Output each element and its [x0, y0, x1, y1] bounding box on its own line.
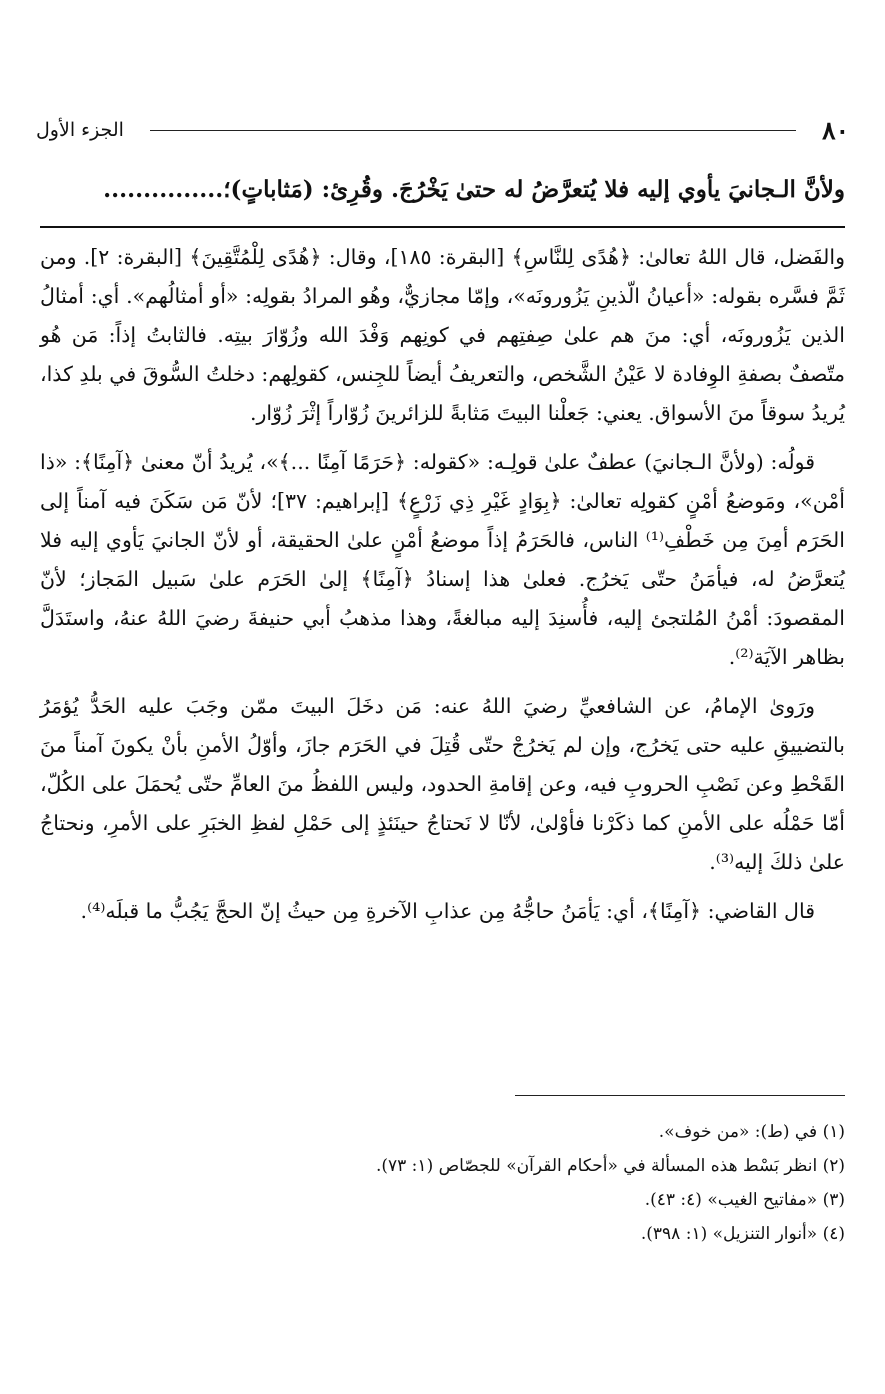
matn-divider: [40, 226, 845, 228]
paragraph: ورَوىٰ الإمامُ، عن الشافعيِّ رضيَ اللهُ عنه: مَن دخَلَ البيتَ ممّن وجَبَ عليه الحَدُّ يُؤمَرُ بالتضييقِ عليه حتى يَخرُج، وإن لم يَخرُجْ حتّى قُتِلَ في الحَرَم جازَ، وأوّلُ الأمنِ بأنْ يكونَ آمناً منَ القَحْطِ وعن نَصْبِ الحروبِ فيه، وعن إقامةِ الحدود، وليس اللفظُ منَ العامِّ حتّى يُحمَلَ على الكُلّ، أمّا حَمْلُه على الأمنِ كما ذكَرْنا فأوْلىٰ، لأنّا لا نَحتاجُ حينَئذٍ إلى حَمْلِ لفظِ الخبَرِ على الأمرِ، ونحتاجُ علىٰ ذلكَ إليه⁽³⁾.: [40, 694, 845, 874]
footnotes: [40, 1115, 845, 1251]
paragraph: قال القاضي: ﴿آمِنًا﴾، أي: يَأمَنُ حاجُّهُ مِن عذابِ الآخرةِ مِن حيثُ إنّ الحجَّ يَجُبُّ ما قبلَه⁽⁴⁾.: [80, 899, 815, 923]
footnote: (٣) «مفاتيح الغيب» (٤: ٤٣).: [644, 1190, 845, 1210]
footnote: (٢) انظر بَسْط هذه المسألة في «أحكام القرآن» للجصّاص (١: ٧٣).: [375, 1156, 845, 1176]
page-number: ٨٠: [822, 115, 849, 145]
header-divider: [150, 130, 796, 131]
matn-line: ولأنَّ الـجانيَ يأوي إليه فلا يُتعرَّضُ له حتىٰ يَخْرُجَ. وقُرِئ: (مَثاباتٍ)؛...............: [103, 176, 845, 203]
paragraph: قولُه: (ولأنَّ الـجانيَ) عطفٌ علىٰ قولِـه: «كقوله: ﴿حَرَمًا آمِنًا ...﴾»، يُريدُ أنّ معنىٰ ﴿آمِنًا﴾: «ذا أمْن»، ومَوضعُ أمْنٍ كقولِه تعالىٰ: ﴿بِوَادٍ غَيْرِ ذِي زَرْعٍ﴾ [إبراهيم: ٣٧]؛ لأنّ مَن سَكَنَ فيه آمناً إلى الحَرَم أمِنَ مِن خَطْفِ⁽¹⁾ الناس، فالحَرَمُ إذاً موضعُ أمْنٍ علىٰ الحقيقة، أو لأنّ الجانيَ يَأوي إليه فلا يُتعرَّضُ له، فيأمَنُ حتّى يَخرُج. فعلىٰ هذا إسنادُ ﴿آمِنًا﴾ إلىٰ الحَرَم علىٰ سَبيل المَجاز؛ لأنّ المقصودَ: أمْنُ المُلتجئ إليه، فأُسنِدَ إليه مبالغةً، وهذا مذهبُ أبي حنيفةَ رضيَ اللهُ عنهُ، واستَدَلَّ بظاهر الآيَة⁽²⁾.: [40, 450, 845, 669]
running-title: الجزء الأول: [36, 119, 124, 141]
page-header: [36, 110, 849, 150]
footnote: (٤) «أنوار التنزيل» (١: ٣٩٨).: [640, 1224, 845, 1244]
commentary-body: [40, 238, 845, 941]
paragraph: والفَضل، قال اللهُ تعالىٰ: ﴿هُدًى لِلنَّاسِ﴾ [البقرة: ١٨٥]، وقال: ﴿هُدًى لِلْمُتَّقِينَ﴾ [البقرة: ٢]. ومن ثَمَّ فسَّره بقوله: «أعيانُ الّذينِ يَزُورونَه»، وإمّا مجازيٌّ، وهُو المرادُ بقولِه: «أو أمثالُهم». أي: أمثالُ الذين يَزُورونَه، أي: منَ هم علىٰ صِفتِهم في كونِهم وَفْدَ الله وزُوّارَ بيتِه. فالثابتُ إذاً: مَن هُو متّصفٌ بصفةِ الوِفادة لا عَيْنُ الشَّخص، والتعريفُ أيضاً للجِنس، كقولِهم: دخلتُ السُّوقَ في بلدِ كذا، يُريدُ سوقاً منَ الأسواق. يعني: جَعلْنا البيتَ مَثابةً للزائرينَ زُوّاراً إثْرَ زُوّار.: [40, 245, 845, 425]
footnote: (١) في (ط): «من خوف».: [658, 1122, 845, 1142]
footnote-divider: [515, 1095, 845, 1096]
